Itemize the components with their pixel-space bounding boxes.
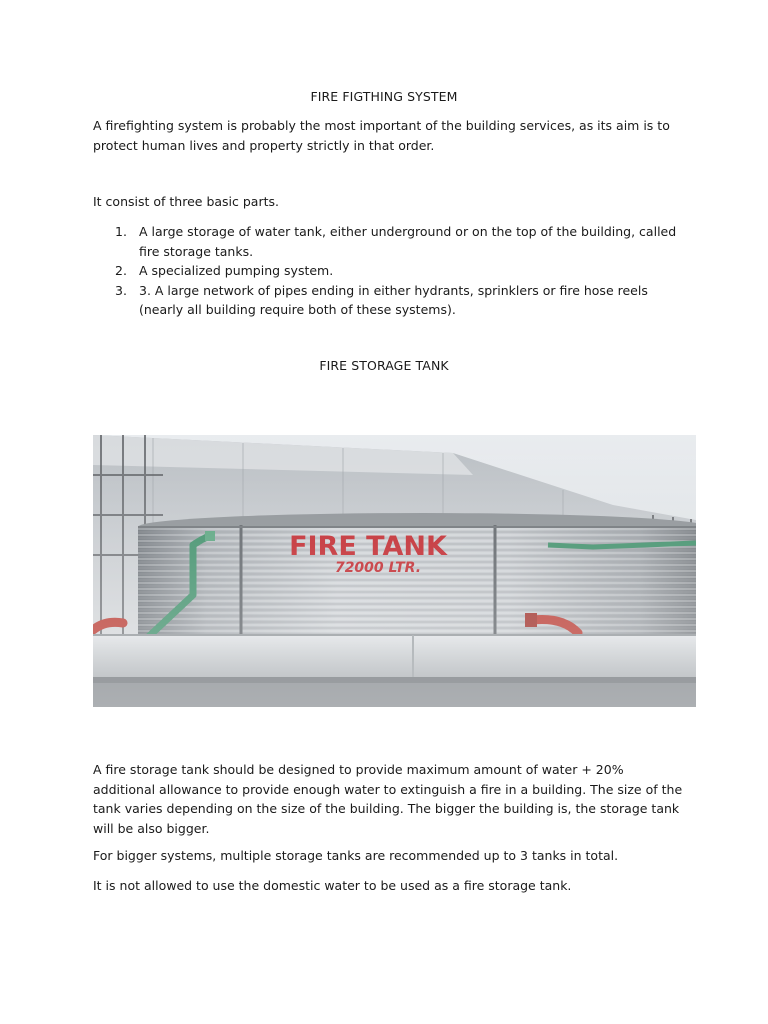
list-number: 3. <box>115 282 127 298</box>
fire-tank-photo <box>93 435 696 707</box>
body-paragraph-1: A fire storage tank should be designed to provide maximum amount of water + 20% additional allowance to provide enough water to extinguish a fire in a building. The size of the tank varies depending on the size of the building. The bigger the building is, the storage tank will be also bigger. <box>93 762 683 836</box>
list-item <box>93 281 683 320</box>
list-text: 3. A large network of pipes ending in either hydrants, sprinklers or fire hose reels (nearly all building require both of these systems). <box>139 282 648 317</box>
document-title: FIRE FIGTHING SYSTEM <box>310 89 458 104</box>
list-item <box>93 222 683 261</box>
list-item <box>93 261 683 281</box>
list-number: 2. <box>115 263 127 278</box>
list-text: A large storage of water tank, either underground or on the top of the building, called fire storage tanks. <box>139 224 677 259</box>
parts-intro: It consist of three basic parts. <box>93 194 279 209</box>
section-title: FIRE STORAGE TANK <box>319 358 449 373</box>
list-number: 1. <box>115 224 127 239</box>
body-paragraph-3: It is not allowed to use the domestic water to be used as a fire storage tank. <box>93 878 572 893</box>
intro-paragraph: A firefighting system is probably the most important of the building services, as its aim is to protect human lives and property strictly in that order. <box>93 118 670 153</box>
parts-list <box>93 222 683 320</box>
fire-tank-illustration <box>93 435 696 707</box>
list-text: A specialized pumping system. <box>139 263 334 278</box>
body-paragraph-2: For bigger systems, multiple storage tanks are recommended up to 3 tanks in total. <box>93 848 619 863</box>
